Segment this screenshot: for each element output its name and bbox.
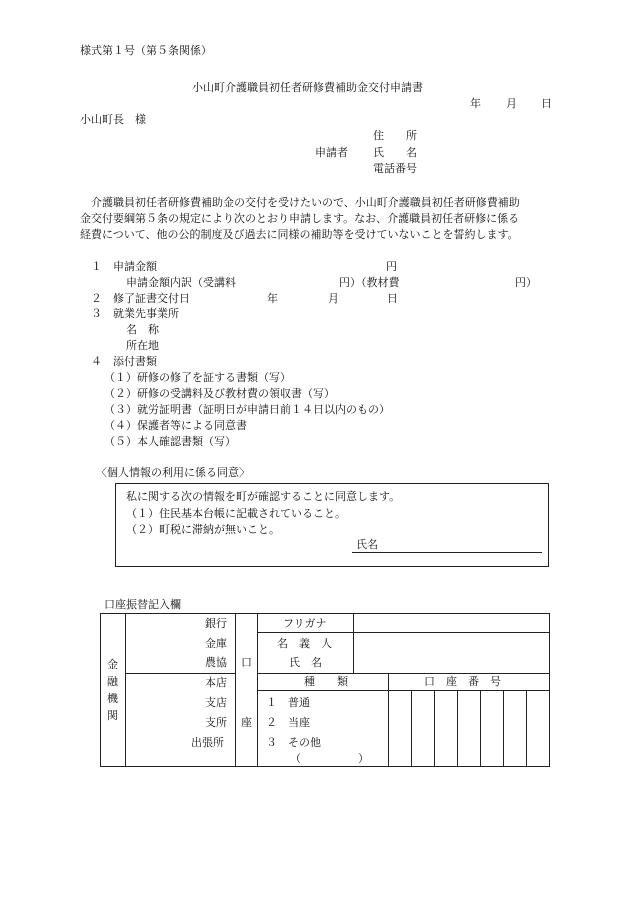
bank-heading: 口座振替記入欄	[104, 598, 181, 611]
other-paren-close: ）	[358, 752, 369, 765]
form-number: 様式第１号（第５条関係）	[80, 44, 212, 57]
table-vline-shurui	[388, 673, 389, 767]
date-month-label: 月	[506, 97, 517, 110]
account-type-toza[interactable]: ２ 当座	[266, 716, 310, 729]
kouza-bango-label: 口 座 番 号	[424, 675, 501, 688]
item3-location-label: 所在地	[126, 339, 159, 352]
name-label: 氏 名	[373, 146, 417, 159]
item1-breakdown-yen2: 円）	[515, 276, 537, 289]
meigi-label: 名 義 人	[277, 637, 332, 650]
branch-type-shutchojo[interactable]: 出張所	[191, 736, 224, 749]
table-hline-shurui	[257, 690, 550, 691]
label-kan: 関	[107, 709, 118, 722]
attachment-1: （１）研修の修了を証する書類（写）	[104, 371, 291, 384]
bank-type-shinkin[interactable]: 金庫	[205, 637, 227, 650]
digit-col-4	[480, 690, 481, 767]
signature-line[interactable]	[352, 552, 542, 553]
applicant-label: 申請者	[315, 146, 348, 159]
body-line-1: 介護職員初任者研修費補助金の交付を受けたいので、小山町介護職員初任者研修費補助	[91, 196, 520, 209]
attachment-4: （４）保護者等による同意書	[104, 419, 247, 432]
address-label: 住 所	[373, 129, 417, 142]
item1-yen: 円	[386, 260, 397, 273]
branch-type-shiten[interactable]: 支店	[205, 696, 227, 709]
body-line-2: 金交付要綱第５条の規定により次のとおり申請します。なお、介護職員初任者研修に係る	[80, 212, 520, 225]
consent-heading: 〈個人情報の利用に係る同意〉	[96, 466, 250, 479]
item4-label: 添付書類	[113, 355, 157, 368]
item2-label: 修了証書交付日	[113, 292, 190, 305]
digit-col-3	[457, 690, 458, 767]
digit-col-1	[411, 690, 412, 767]
date-year-label: 年	[470, 97, 481, 110]
kouza-label-top: 口	[241, 656, 252, 669]
label-kin: 金	[107, 658, 118, 671]
addressee: 小山町長 様	[80, 113, 146, 126]
item2-day: 日	[387, 292, 398, 305]
label-yu: 融	[107, 675, 118, 688]
item1-label: 申請金額	[113, 260, 157, 273]
furigana-label: フリガナ	[283, 617, 327, 630]
table-hline-furigana	[257, 632, 550, 633]
item3-number: ３	[91, 307, 102, 320]
attachment-5: （５）本人確認書類（写）	[104, 435, 236, 448]
other-paren-open: （	[290, 752, 301, 765]
table-vline-kouza-l	[235, 613, 236, 767]
digit-col-6	[526, 690, 527, 767]
document-title: 小山町介護職員初任者研修費補助金交付申請書	[192, 81, 423, 94]
shimei-label: 氏 名	[289, 656, 322, 669]
label-ki: 機	[107, 692, 118, 705]
account-type-futsu[interactable]: １ 普通	[266, 696, 310, 709]
phone-label: 電話番号	[373, 162, 417, 175]
branch-type-shisho[interactable]: 支所	[205, 716, 227, 729]
consent-point-1: （１）住民基本台帳に記載されていること。	[126, 507, 346, 520]
item2-month: 月	[328, 292, 339, 305]
consent-point-2: （２）町税に滞納が無いこと。	[126, 523, 280, 536]
item1-number: １	[91, 260, 102, 273]
item4-number: ４	[91, 355, 102, 368]
signature-label: 氏名	[356, 538, 378, 551]
item1-breakdown: 申請金額内訳（受講料	[126, 276, 236, 289]
item3-label: 就業先事業所	[113, 307, 179, 320]
account-type-other[interactable]: ３ その他	[266, 736, 321, 749]
table-vline-left	[125, 613, 126, 767]
branch-type-honten[interactable]: 本店	[205, 676, 227, 689]
digit-col-5	[503, 690, 504, 767]
consent-text: 私に関する次の情報を町が確認することに同意します。	[126, 490, 401, 503]
table-hline-bank-split	[125, 673, 235, 674]
body-line-3: 経費について、他の公的制度及び過去に同様の補助等を受けていないことを誓約します。	[80, 228, 519, 241]
attachment-3: （３）就労証明書（証明日が申請日前１４日以内のもの）	[104, 403, 390, 416]
table-hline-meigi	[257, 673, 550, 674]
item2-year: 年	[267, 292, 278, 305]
item2-number: ２	[91, 292, 102, 305]
item1-breakdown-yen1: 円）（教材費	[339, 276, 400, 289]
date-day-label: 日	[541, 97, 552, 110]
bank-type-bank[interactable]: 銀行	[205, 617, 227, 630]
shurui-label: 種 類	[304, 675, 348, 688]
attachment-2: （２）研修の受講料及び教材費の領収書（写）	[104, 387, 335, 400]
kouza-label-bottom: 座	[241, 716, 252, 729]
bank-type-nokyo[interactable]: 農協	[205, 656, 227, 669]
table-vline-meigi	[353, 613, 354, 673]
item3-name-label: 名 称	[126, 323, 159, 336]
digit-col-2	[434, 690, 435, 767]
